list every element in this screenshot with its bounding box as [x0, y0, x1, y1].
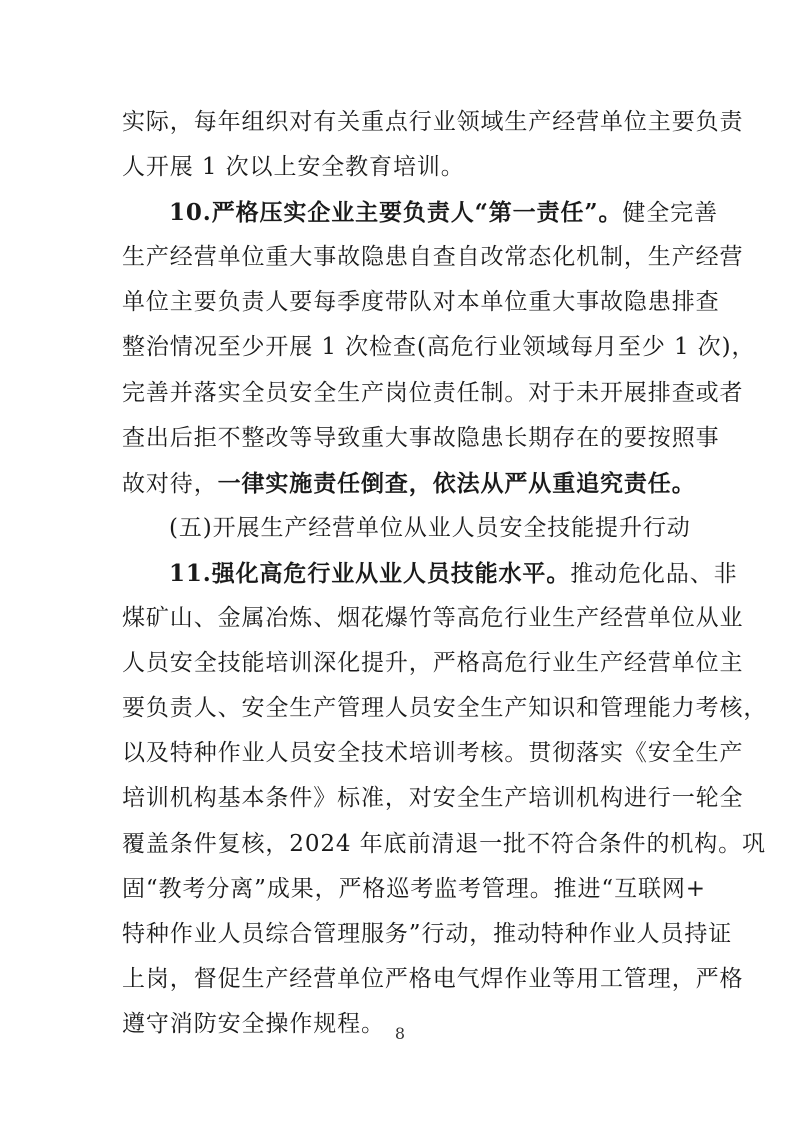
text-line-2: 人开展 1 次以上安全教育培训。	[122, 154, 465, 181]
item-11-line	[122, 551, 738, 596]
body-text	[122, 100, 768, 1047]
text-line-6: 整治情况至少开展 1 次检查(高危行业领域每月至少 1 次)，	[122, 334, 756, 361]
text-line-15: 以及特种作业人员安全技术培训考核。贯彻落实《安全生产	[122, 740, 744, 767]
item-10-heading: 10.严格压实企业主要负责人“第一责任”。	[169, 199, 623, 227]
text-line-12: 煤矿山、金属冶炼、烟花爆竹等高危行业生产经营单位从业	[122, 605, 744, 632]
text-line-14: 要负责人、安全生产管理人员安全生产知识和管理能力考核，	[122, 695, 768, 722]
text-line-20: 上岗，督促生产经营单位严格电气焊作业等用工管理，严格	[122, 965, 744, 992]
item-10-line	[122, 190, 718, 235]
text-line-21: 遵守消防安全操作规程。	[122, 1010, 385, 1037]
page-number: 8	[394, 1024, 406, 1043]
text-line-17: 覆盖条件复核，2024 年底前清退一批不符合条件的机构。巩	[122, 830, 766, 857]
text-line-7: 完善并落实全员安全生产岗位责任制。对于未开展排查或者	[122, 379, 744, 406]
text-line-4: 生产经营单位重大事故隐患自查自改常态化机制，生产经营	[122, 244, 744, 271]
text-line-19: 特种作业人员综合管理服务”行动，推动特种作业人员持证	[122, 920, 733, 947]
text-line-9-start: 故对待，	[122, 470, 218, 497]
item-10-text: 健全完善	[622, 200, 718, 227]
text-line-9	[122, 461, 696, 506]
item-11-heading: 11.强化高危行业从业人员技能水平。	[169, 559, 571, 587]
section-heading-5: (五)开展生产经营单位从业人员安全技能提升行动	[169, 514, 691, 541]
text-line-16: 培训机构基本条件》标准，对安全生产培训机构进行一轮全	[122, 785, 744, 812]
item-11-text: 推动危化品、非	[570, 560, 738, 587]
text-line-13: 人员安全技能培训深化提升，严格高危行业生产经营单位主	[122, 650, 744, 677]
text-line-1: 实际，每年组织对有关重点行业领域生产经营单位主要负责	[122, 109, 744, 135]
text-line-9-bold: 一律实施责任倒查，依法从严从重追究责任。	[217, 469, 696, 497]
text-line-5: 单位主要负责人要每季度带队对本单位重大事故隐患排查	[122, 289, 720, 316]
text-line-18: 固“教考分离”成果，严格巡考监考管理。推进“互联网+	[122, 875, 706, 902]
text-line-8: 查出后拒不整改等导致重大事故隐患长期存在的要按照事	[122, 424, 720, 451]
